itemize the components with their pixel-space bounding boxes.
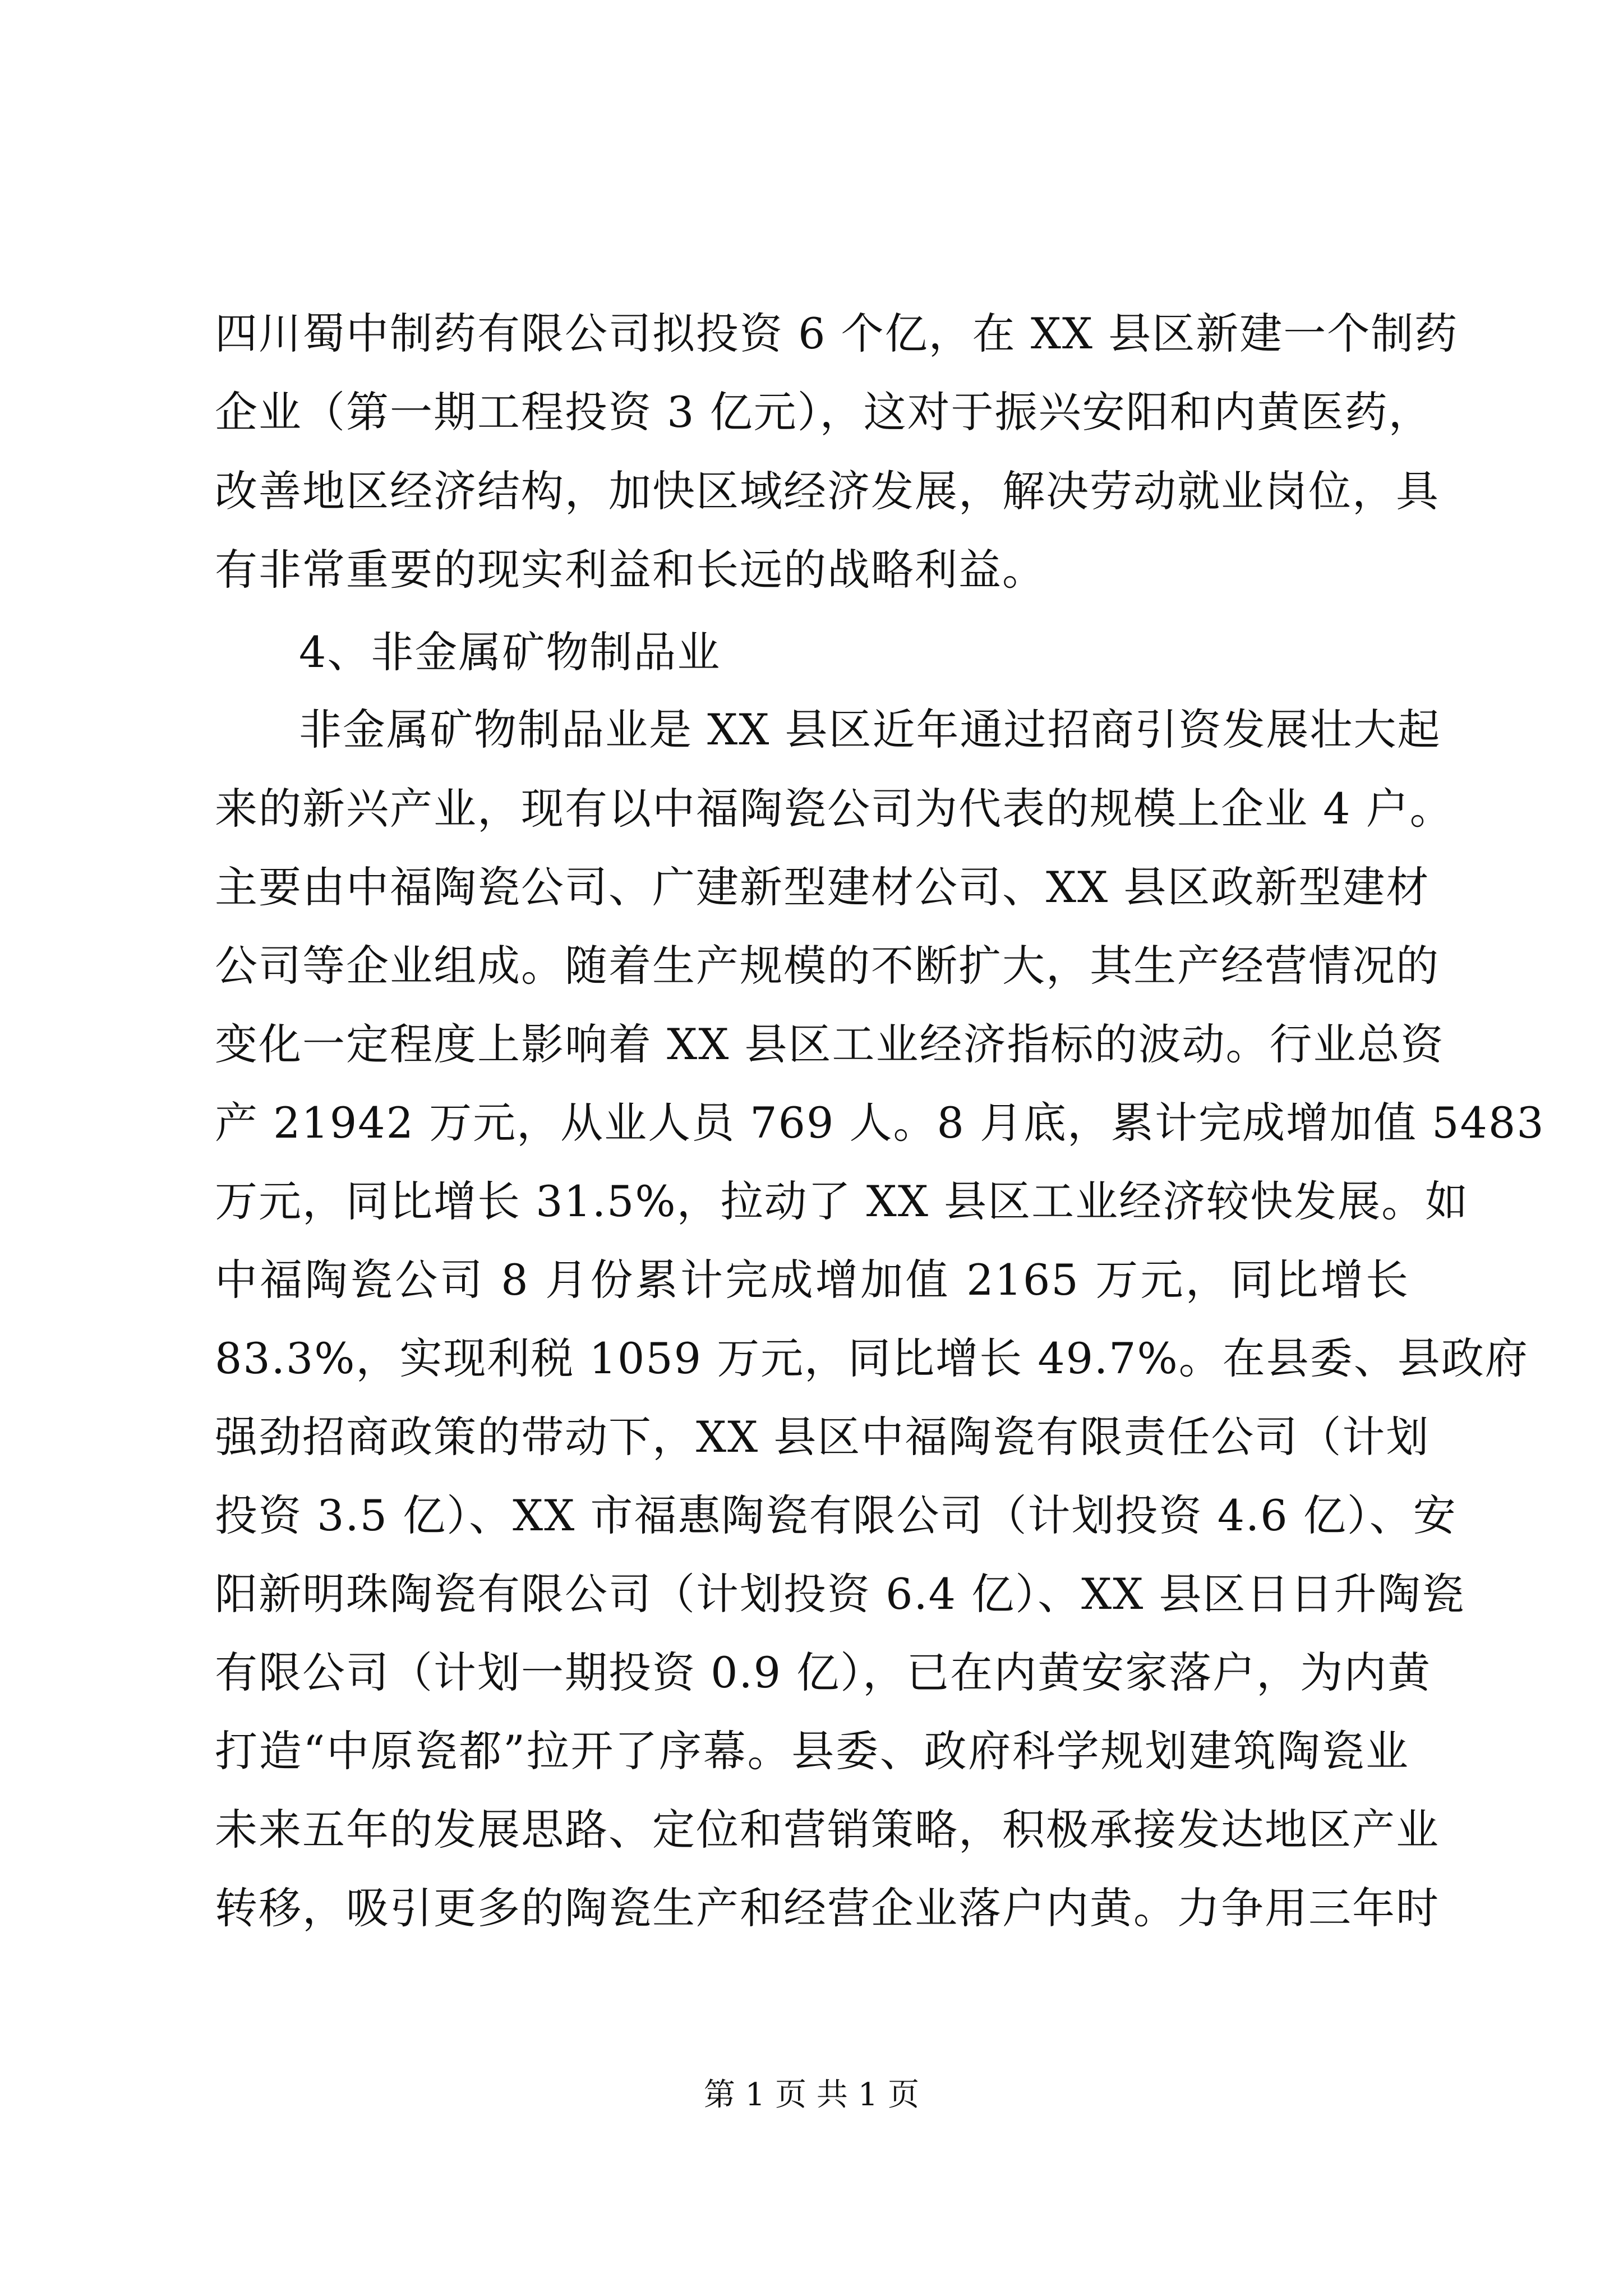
page-footer: 第 1 页 共 1 页	[703, 2077, 920, 2113]
paragraph-line: 转移，吸引更多的陶瓷生产和经营企业落户内黄。力争用三年时	[215, 1883, 1440, 1933]
paragraph-line: 企业（第一期工程投资 3 亿元），这对于振兴安阳和内黄医药，	[215, 387, 1432, 437]
paragraph-line: 强劲招商政策的带动下，XX 县区中福陶瓷有限责任公司（计划	[215, 1412, 1430, 1462]
paragraph-line: 未来五年的发展思路、定位和营销策略，积极承接发达地区产业	[215, 1805, 1440, 1855]
paragraph-line: 改善地区经济结构，加快区域经济发展，解决劳动就业岗位，具	[215, 466, 1440, 516]
paragraph-line: 打造“中原瓷都”拉开了序幕。县委、政府科学规划建筑陶瓷业	[215, 1726, 1409, 1776]
paragraph-line: 投资 3.5 亿）、XX 市福惠陶瓷有限公司（计划投资 4.6 亿）、安	[215, 1490, 1457, 1540]
paragraph-line: 有非常重要的现实利益和长远的战略利益。	[215, 545, 1046, 595]
paragraph-line: 有限公司（计划一期投资 0.9 亿），已在内黄安家落户，为内黄	[215, 1648, 1432, 1697]
paragraph-line: 产 21942 万元，从业人员 769 人。8 月底，累计完成增加值 5483	[215, 1098, 1545, 1148]
paragraph-line: 非金属矿物制品业是 XX 县区近年通过招商引资发展壮大起	[299, 705, 1441, 754]
section-heading: 4、非金属矿物制品业	[299, 627, 721, 677]
paragraph-line: 万元，同比增长 31.5%，拉动了 XX 县区工业经济较快发展。如	[215, 1176, 1469, 1226]
paragraph-line: 公司等企业组成。随着生产规模的不断扩大，其生产经营情况的	[215, 941, 1440, 991]
paragraph-line: 四川蜀中制药有限公司拟投资 6 个亿，在 XX 县区新建一个制药	[215, 309, 1459, 358]
paragraph-line: 主要由中福陶瓷公司、广建新型建材公司、XX 县区政新型建材	[215, 862, 1430, 912]
paragraph-line: 83.3%，实现利税 1059 万元，同比增长 49.7%。在县委、县政府	[215, 1333, 1529, 1383]
paragraph-line: 来的新兴产业，现有以中福陶瓷公司为代表的规模上企业 4 户。	[215, 784, 1454, 834]
paragraph-line: 变化一定程度上影响着 XX 县区工业经济指标的波动。行业总资	[215, 1019, 1445, 1069]
paragraph-line: 阳新明珠陶瓷有限公司（计划投资 6.4 亿）、XX 县区日日升陶瓷	[215, 1569, 1465, 1619]
paragraph-line: 中福陶瓷公司 8 月份累计完成增加值 2165 万元，同比增长	[215, 1255, 1409, 1305]
